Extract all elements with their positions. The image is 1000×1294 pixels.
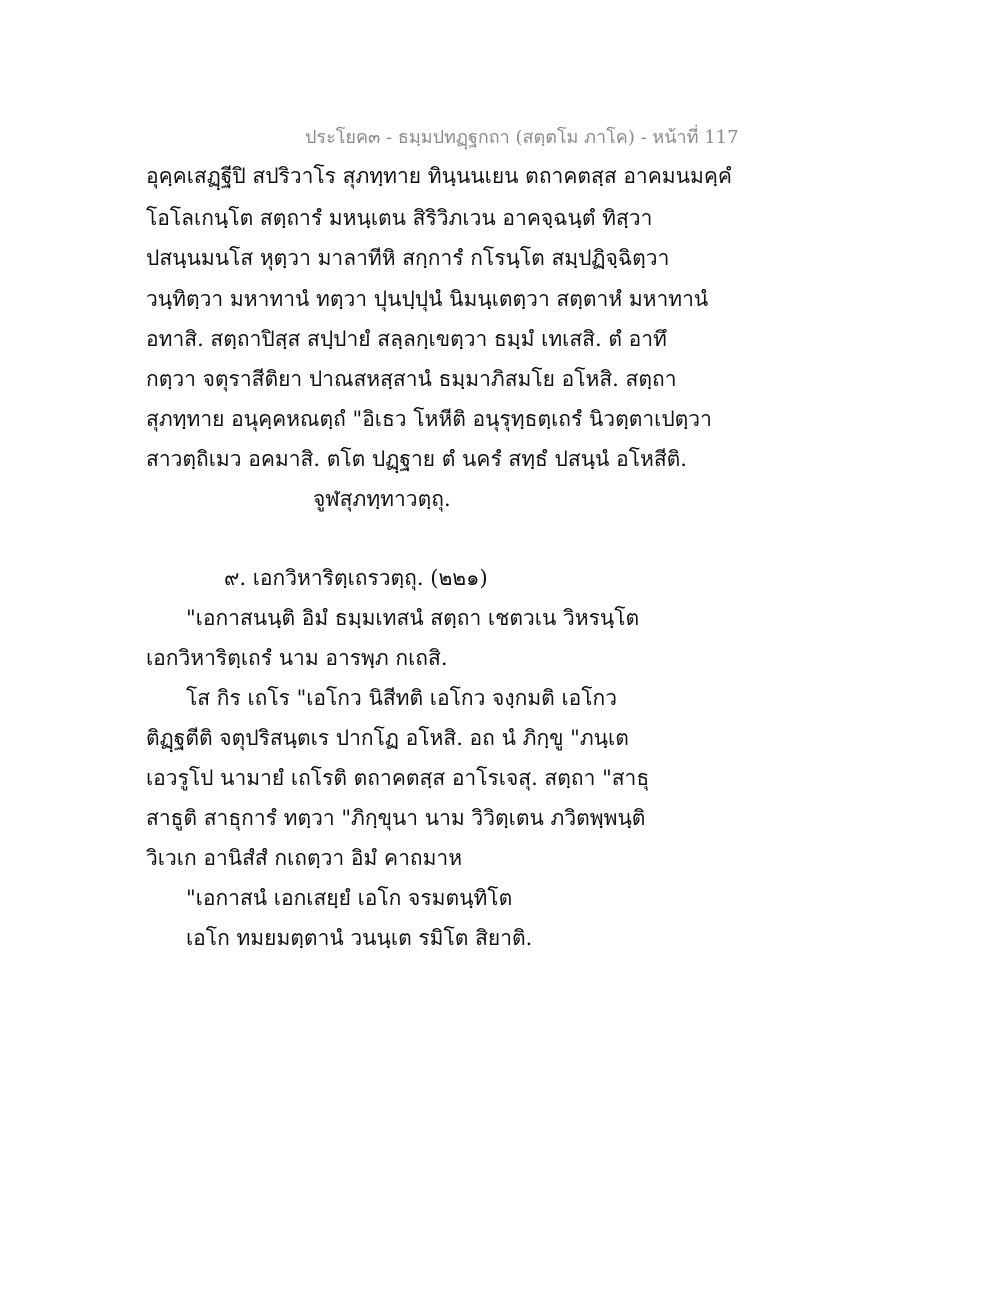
body-line: วนฺทิตฺวา มหาทานํ ทตฺวา ปุนปฺปุนํ นิมนฺเตตฺวา สตฺตาหํ มหาทานํ	[146, 287, 709, 311]
body-line: อทาสิ. สตฺถาปิสฺส สปฺปายํ สลฺลกฺเขตฺวา ธมฺมํ เทเสสิ. ตํ อาทึ	[146, 327, 667, 351]
section-line: เอกวิหาริตฺเถรํ นาม อารพฺภ กเถสิ.	[146, 646, 448, 670]
body-line: สุภทฺทาย อนุคฺคหณตฺถํ "อิเธว โหหีติ อนุรุทฺธตฺเถรํ นิวตฺตาเปตฺวา	[146, 407, 712, 431]
section-heading: ๙. เอกวิหาริตฺเถรวตฺถุ. (๒๒๑)	[224, 566, 488, 590]
section-line: สาธูติ สาธุการํ ทตฺวา "ภิกฺขุนา นาม วิวิตฺเตน ภวิตพฺพนฺติ	[146, 806, 646, 830]
body-line: ปสนฺนมนโส หุตฺวา มาลาทีหิ สกฺการํ กโรนฺโต สมฺปฏิจฺฉิตฺวา	[146, 246, 670, 270]
body-line: สาวตฺถิเมว อคมาสิ. ตโต ปฏฺฐาย ตํ นครํ สทฺธํ ปสนฺนํ อโหสีติ.	[146, 447, 687, 471]
section-line: เอวรูโป นามายํ เถโรติ ตถาคตสฺส อาโรเจสุ. สตฺถา "สาธุ	[146, 766, 650, 790]
section-line: "เอกาสนนฺติ อิมํ ธมฺมเทสนํ สตฺถา เชตวเน วิหรนฺโต	[186, 606, 640, 630]
body-line: โอโลเกนฺโต สตฺถารํ มหนฺเตน สิริวิภเวน อาคจฺฉนฺตํ ทิสฺวา	[146, 206, 653, 230]
body-line: กตฺวา จตุราสีติยา ปาณสหสฺสานํ ธมฺมาภิสมโย อโหสิ. สตฺถา	[146, 367, 677, 391]
running-header: ประโยค๓ - ธมฺมปทฏฺฐกถา (สตฺตโม ภาโค) - หน้าที่ 117	[305, 127, 739, 148]
section-line: ติฏฺฐตีติ จตุปริสนฺตเร ปากโฏ อโหสิ. อถ นํ ภิกฺขู "ภนฺเต	[146, 726, 629, 750]
section-line: วิเวเก อานิสํสํ กเถตฺวา อิมํ คาถมาห	[146, 846, 463, 870]
verse-line: "เอกาสนํ เอกเสยฺยํ เอโก จรมตนฺทิโต	[186, 886, 513, 910]
verse-line: เอโก ทมยมตฺตานํ วนนฺเต รมิโต สิยาติ.	[186, 926, 533, 950]
section-line: โส กิร เถโร "เอโกว นิสีทติ เอโกว จงฺกมติ เอโกว	[186, 686, 618, 710]
body-line: อุคฺคเสฏฺฐีปิ สปริวาโร สุภทฺทาย ทินฺนนเยน ตถาคตสฺส อาคมนมคฺคํ	[146, 164, 732, 188]
story-end-title: จูฬสุภทฺทาวตฺถุ.	[313, 487, 451, 511]
